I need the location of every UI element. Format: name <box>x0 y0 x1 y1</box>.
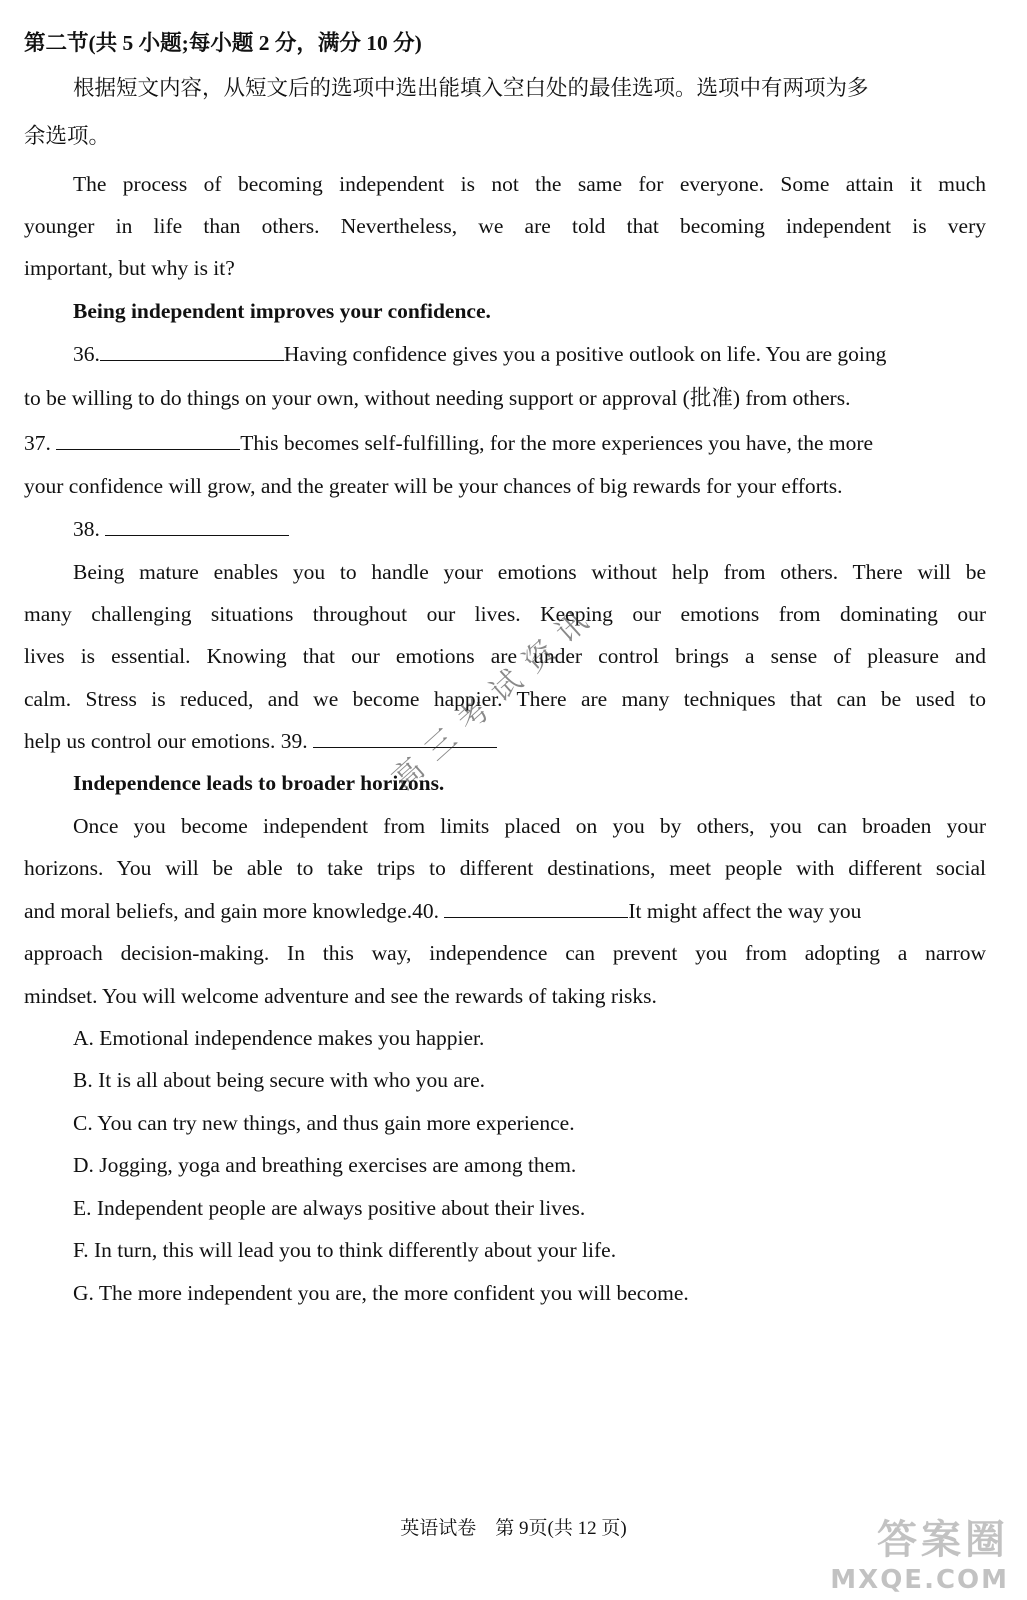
corner-logo-title: 答案圈 <box>877 1517 1009 1563</box>
confidence-line: your confidence will grow, and the greater will be your chances of big rewards for your efforts. <box>24 474 843 498</box>
section-header: 第二节(共 5 小题;每小题 2 分，满分 10 分) <box>24 31 422 55</box>
option-d: D. Jogging, yoga and breathing exercises are among them. <box>73 1153 577 1177</box>
intro-line-1: The process of becoming independent is not the same for everyone. Some attain it much <box>73 172 986 196</box>
option-g: G. The more independent you are, the more confident you will become. <box>73 1281 689 1305</box>
blank-37[interactable] <box>56 431 240 450</box>
mature-line-4: calm. Stress is reduced, and we become happier. There are many techniques that can be used to <box>24 687 986 711</box>
question-40-suffix: It might affect the way you <box>628 899 862 923</box>
question-36-text: Having confidence gives you a positive outlook on life. You are going <box>283 342 887 366</box>
blank-36[interactable] <box>100 342 284 361</box>
question-37-text: This becomes self-fulfilling, for the more experiences you have, the more <box>240 431 874 455</box>
option-e: E. Independent people are always positive about their lives. <box>73 1196 586 1220</box>
blank-38[interactable] <box>105 517 289 536</box>
horizons-line-1: Once you become independent from limits placed on you by others, you can broaden your <box>73 814 986 838</box>
instruction-line-2: 余选项。 <box>24 124 111 148</box>
corner-logo <box>819 1508 1009 1595</box>
corner-logo-url: MXQE.COM <box>830 1565 1009 1595</box>
mature-line-3: lives is essential. Knowing that our emotions are under control brings a sense of pleasure and <box>24 644 986 668</box>
question-38-number: 38. <box>73 517 100 541</box>
question-36-number: 36. <box>73 342 100 366</box>
question-38-line <box>73 514 986 544</box>
end-line-1: approach decision-making. In this way, independence can prevent you from adopting a narrow <box>24 941 986 965</box>
heading-horizons: Independence leads to broader horizons. <box>73 771 445 795</box>
option-b: B. It is all about being secure with who you are. <box>73 1068 485 1092</box>
approval-line: to be willing to do things on your own, without needing support or approval (批准) from others. <box>24 386 851 410</box>
instruction-line-1: 根据短文内容，从短文后的选项中选出能填入空白处的最佳选项。选项中有两项为多 <box>73 76 869 100</box>
option-a: A. Emotional independence makes you happier. <box>73 1026 485 1050</box>
end-line-2: mindset. You will welcome adventure and see the rewards of taking risks. <box>24 984 657 1008</box>
mature-line-2: many challenging situations throughout our lives. Keeping our emotions from dominating our <box>24 602 986 626</box>
option-f: F. In turn, this will lead you to think differently about your life. <box>73 1238 617 1262</box>
question-40-prefix: and moral beliefs, and gain more knowledge.40. <box>24 899 439 923</box>
intro-line-2: younger in life than others. Nevertheless, we are told that becoming independent is very <box>24 214 986 238</box>
horizons-line-2: horizons. You will be able to take trips to different destinations, meet people with different social <box>24 856 986 880</box>
watermark: 高三考试资讯 <box>385 594 606 798</box>
question-36-line <box>73 339 986 369</box>
question-39-prefix: help us control our emotions. 39. <box>24 729 308 753</box>
question-37-number: 37. <box>24 431 51 455</box>
page-footer: 英语试卷 第 9页(共 12 页) <box>400 1518 627 1539</box>
question-39-line <box>24 726 986 756</box>
option-c: C. You can try new things, and thus gain more experience. <box>73 1111 575 1135</box>
question-37-line <box>24 428 986 458</box>
blank-40[interactable] <box>444 899 628 918</box>
question-40-line <box>24 896 986 926</box>
intro-line-3: important, but why is it? <box>24 256 235 280</box>
heading-confidence: Being independent improves your confidence. <box>73 299 491 323</box>
mature-line-1: Being mature enables you to handle your emotions without help from others. There will be <box>73 560 986 584</box>
